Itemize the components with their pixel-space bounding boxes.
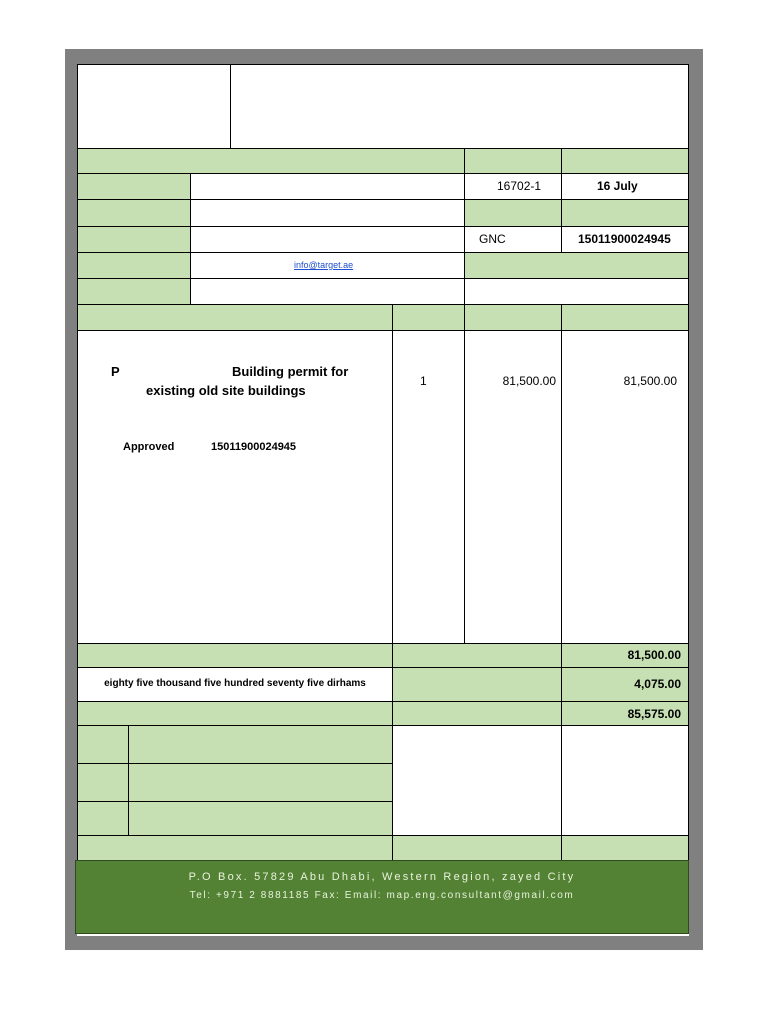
subtotal-label-band [77, 643, 393, 668]
bottom-band-right [561, 835, 689, 861]
grand-total-value: 85,575.00 [627, 707, 681, 721]
company-header-box [230, 64, 689, 149]
item-amount: 81,500.00 [623, 374, 677, 388]
rate-header [464, 304, 562, 331]
phone-label-cell [77, 226, 191, 253]
item-description-line1: Building permit for [232, 364, 349, 379]
bank-label-cell-2 [77, 763, 129, 802]
footer-contact: Tel: +971 2 8881185 Fax: Email: map.eng.consultant@gmail.com [189, 890, 575, 901]
bank-value-cell-1 [128, 725, 393, 764]
bottom-band-mid [392, 835, 562, 861]
description-header [77, 304, 393, 331]
footer-address: P.O Box. 57829 Abu Dhabi, Western Region, zayed City [188, 871, 576, 883]
item-prefix: P [111, 364, 120, 379]
address-label-cell [77, 199, 191, 227]
invoice-no-label-cell [464, 148, 562, 174]
bank-label-cell-3 [77, 801, 129, 836]
trn-number: 15011900024945 [578, 232, 671, 246]
project-side-cell [464, 278, 689, 305]
supplier-code: GNC [479, 232, 506, 246]
grand-total-band [77, 701, 393, 726]
bottom-band-left [77, 835, 393, 861]
vat-value: 4,075.00 [634, 677, 681, 691]
item-description-line2: existing old site buildings [146, 383, 306, 398]
bank-label-cell-1 [77, 725, 129, 764]
client-value-cell [190, 173, 465, 200]
bank-value-cell-2 [128, 763, 393, 802]
amount-header [561, 304, 689, 331]
item-rate: 81,500.00 [502, 374, 556, 388]
grand-total-label-cell [392, 701, 562, 726]
item-qty-cell [392, 330, 465, 644]
header-band-left [77, 148, 465, 174]
vat-label-cell [392, 667, 562, 702]
trn-label-cell [561, 199, 689, 227]
logo-box [77, 64, 231, 149]
email-link[interactable]: info@target.ae [294, 260, 354, 270]
invoice-date: 16 July [597, 179, 638, 193]
subtotal-value: 81,500.00 [627, 648, 681, 662]
email-side-band [464, 252, 689, 279]
code-label-cell [464, 199, 562, 227]
bank-value-cell-3 [128, 801, 393, 836]
signature-cell [392, 725, 562, 836]
approved-label: Approved [123, 441, 175, 453]
project-value-cell [190, 278, 465, 305]
qty-header [392, 304, 465, 331]
approved-number: 15011900024945 [211, 441, 297, 453]
date-label-cell [561, 148, 689, 174]
stamp-cell [561, 725, 689, 836]
invoice-number: 16702-1 [497, 179, 542, 193]
email-label-cell [77, 252, 191, 279]
client-label-cell [77, 173, 191, 200]
address-value-cell [190, 199, 465, 227]
amount-in-words: eighty five thousand five hundred seventy five dirhams [104, 678, 366, 689]
subtotal-label-cell [392, 643, 562, 668]
footer-bar [75, 860, 689, 934]
item-qty: 1 [420, 374, 427, 388]
project-label-cell [77, 278, 191, 305]
phone-value-cell [190, 226, 465, 253]
